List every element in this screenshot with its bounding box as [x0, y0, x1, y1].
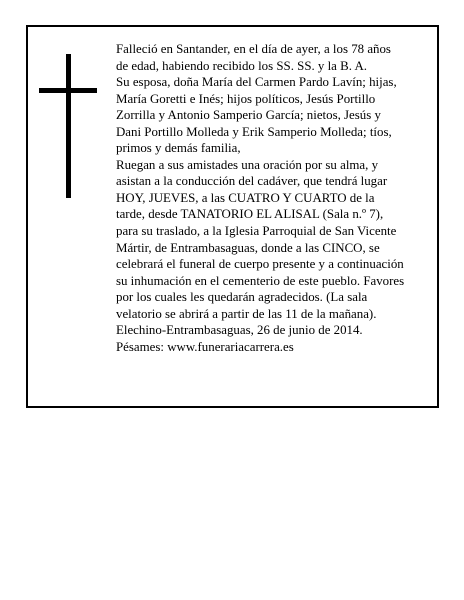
text-line: Mártir, de Entrambasaguas, donde a las CINCO, se: [116, 240, 380, 255]
cross-horizontal-bar: [39, 88, 97, 93]
text-line: de edad, habiendo recibido los SS. SS. y la B. A.: [116, 58, 367, 73]
text-line: tarde, desde TANATORIO EL ALISAL (Sala n.º 7),: [116, 207, 384, 222]
condolences-link: Pésames: www.funerariacarrera.es: [116, 339, 294, 354]
text-line: celebrará el funeral de cuerpo presente y a continuación: [116, 257, 404, 272]
text-line: Elechino-Entrambasaguas, 26 de junio de 2014.: [116, 323, 363, 338]
text-line: para su traslado, a la Iglesia Parroquial de San Vicente: [116, 224, 397, 239]
text-line: su inhumación en el cementerio de este pueblo. Favores: [116, 273, 405, 288]
obituary-text: [116, 41, 428, 355]
text-line: velatorio se abrirá a partir de las 11 de la mañana).: [116, 306, 377, 321]
cross-vertical-bar: [66, 54, 71, 198]
text-line: asistan a la conducción del cadáver, que tendrá lugar: [116, 174, 388, 189]
text-line: María Goretti e Inés; hijos políticos, Jesús Portillo: [116, 91, 376, 106]
obituary-notice-frame: [26, 25, 439, 408]
text-line: Su esposa, doña María del Carmen Pardo Lavín; hijas,: [116, 75, 397, 90]
cross-icon: [39, 54, 97, 198]
text-line: primos y demás familia,: [116, 141, 241, 156]
text-line: Dani Portillo Molleda y Erik Samperio Molleda; tíos,: [116, 124, 392, 139]
text-line: Falleció en Santander, en el día de ayer, a los 78 años: [116, 42, 391, 56]
text-line: por los cuales les quedarán agradecidos. (La sala: [116, 290, 368, 305]
text-line: HOY, JUEVES, a las CUATRO Y CUARTO de la: [116, 190, 375, 205]
text-line: Zorrilla y Antonio Samperio García; nietos, Jesús y: [116, 108, 381, 123]
text-line: Ruegan a sus amistades una oración por su alma, y: [116, 157, 379, 172]
